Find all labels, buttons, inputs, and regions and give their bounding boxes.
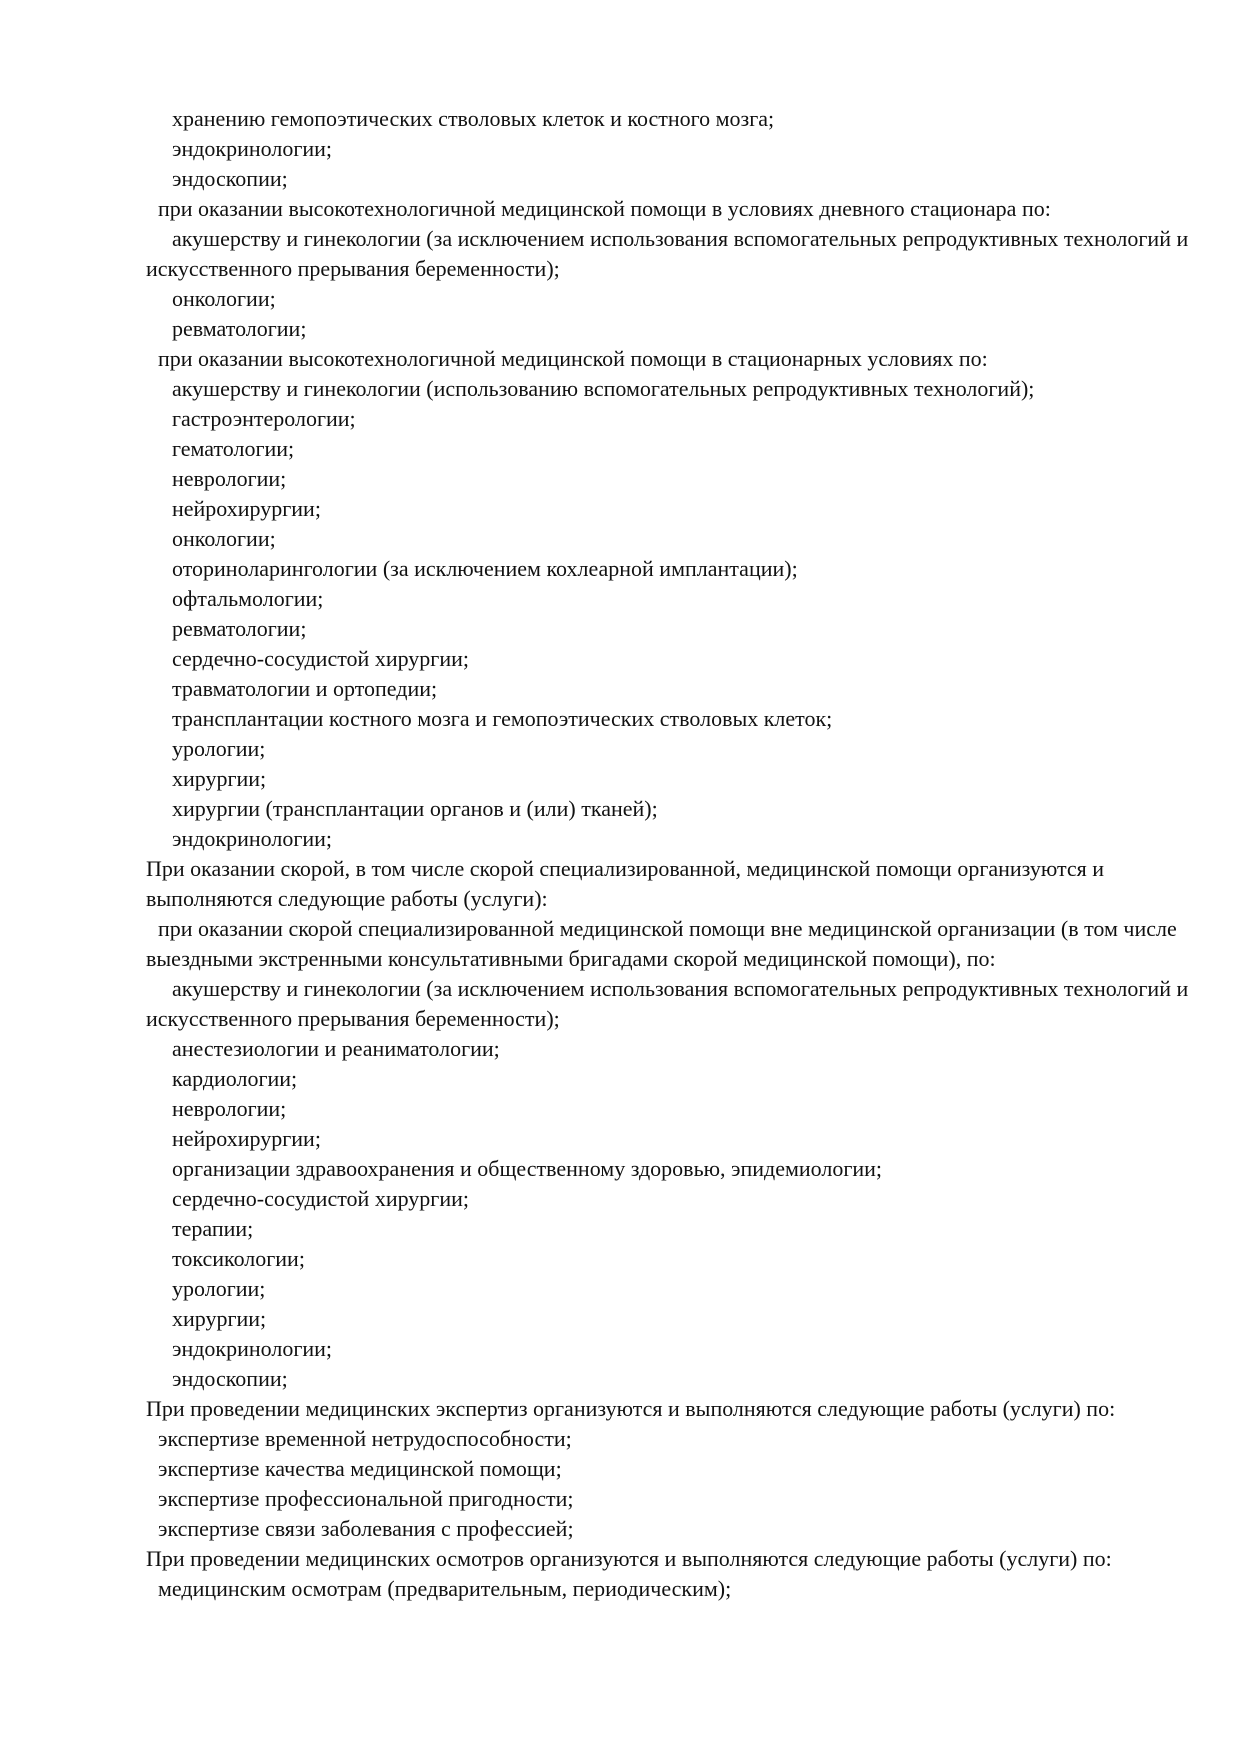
- list-item: неврологии;: [172, 1096, 287, 1121]
- list-item: терапии;: [172, 1216, 254, 1241]
- list-item: акушерству и гинекологии (за исключением использования вспомогательных репродуктивных технологий и искусственного прерывания беременности);: [146, 226, 1189, 281]
- list-item: хранению гемопоэтических стволовых клеток и костного мозга;: [172, 106, 775, 131]
- subsection-item: при оказании высокотехнологичной медицинской помощи в условиях дневного стационара по:: [158, 196, 1051, 221]
- list-item: хирургии;: [172, 766, 267, 791]
- subsection-item: экспертизе профессиональной пригодности;: [158, 1486, 574, 1511]
- list-item: эндокринологии;: [172, 136, 333, 161]
- list-item: сердечно-сосудистой хирургии;: [172, 646, 469, 671]
- list-item: организации здравоохранения и общественному здоровью, эпидемиологии;: [172, 1156, 883, 1181]
- list-item: нейрохирургии;: [172, 496, 321, 521]
- subsection-item: экспертизе временной нетрудоспособности;: [158, 1426, 572, 1451]
- list-item: токсикологии;: [172, 1246, 305, 1271]
- list-item: гематологии;: [172, 436, 295, 461]
- list-item: травматологии и ортопедии;: [172, 676, 438, 701]
- list-item: онкологии;: [172, 286, 276, 311]
- list-item: эндокринологии;: [172, 1336, 333, 1361]
- subsection-item: экспертизе качества медицинской помощи;: [158, 1456, 562, 1481]
- list-item: ревматологии;: [172, 316, 307, 341]
- list-item: офтальмологии;: [172, 586, 324, 611]
- section-paragraph: При оказании скорой, в том числе скорой специализированной, медицинской помощи организуются и выполняются следующие работы (услуги):: [146, 856, 1105, 911]
- subsection-item: медицинским осмотрам (предварительным, периодическим);: [158, 1576, 732, 1601]
- list-item: урологии;: [172, 1276, 266, 1301]
- list-item: эндоскопии;: [172, 166, 288, 191]
- list-item: онкологии;: [172, 526, 276, 551]
- list-item: акушерству и гинекологии (за исключением использования вспомогательных репродуктивных технологий и искусственного прерывания беременности);: [146, 976, 1189, 1031]
- subsection-item: при оказании высокотехнологичной медицинской помощи в стационарных условиях по:: [158, 346, 988, 371]
- section-paragraph: При проведении медицинских экспертиз организуются и выполняются следующие работы (услуги) по:: [146, 1396, 1116, 1421]
- list-item: оториноларингологии (за исключением кохлеарной имплантации);: [172, 556, 798, 581]
- list-item: трансплантации костного мозга и гемопоэтических стволовых клеток;: [172, 706, 833, 731]
- list-item: неврологии;: [172, 466, 287, 491]
- list-item: эндокринологии;: [172, 826, 333, 851]
- subsection-item: экспертизе связи заболевания с профессией;: [158, 1516, 574, 1541]
- list-item: гастроэнтерологии;: [172, 406, 356, 431]
- list-item: сердечно-сосудистой хирургии;: [172, 1186, 469, 1211]
- subsection-item: при оказании скорой специализированной медицинской помощи вне медицинской организации (в том числе выездными экстренными консультативными бригадами скорой медицинской помощи), по:: [146, 916, 1177, 971]
- list-item: хирургии (трансплантации органов и (или) тканей);: [172, 796, 658, 821]
- list-item: ревматологии;: [172, 616, 307, 641]
- list-item: эндоскопии;: [172, 1366, 288, 1391]
- list-item: нейрохирургии;: [172, 1126, 321, 1151]
- list-item: кардиологии;: [172, 1066, 298, 1091]
- list-item: акушерству и гинекологии (использованию вспомогательных репродуктивных технологий);: [172, 376, 1035, 401]
- document-page: [146, 104, 1196, 1604]
- list-item: анестезиологии и реаниматологии;: [172, 1036, 500, 1061]
- list-item: урологии;: [172, 736, 266, 761]
- section-paragraph: При проведении медицинских осмотров организуются и выполняются следующие работы (услуги) по:: [146, 1546, 1112, 1571]
- list-item: хирургии;: [172, 1306, 267, 1331]
